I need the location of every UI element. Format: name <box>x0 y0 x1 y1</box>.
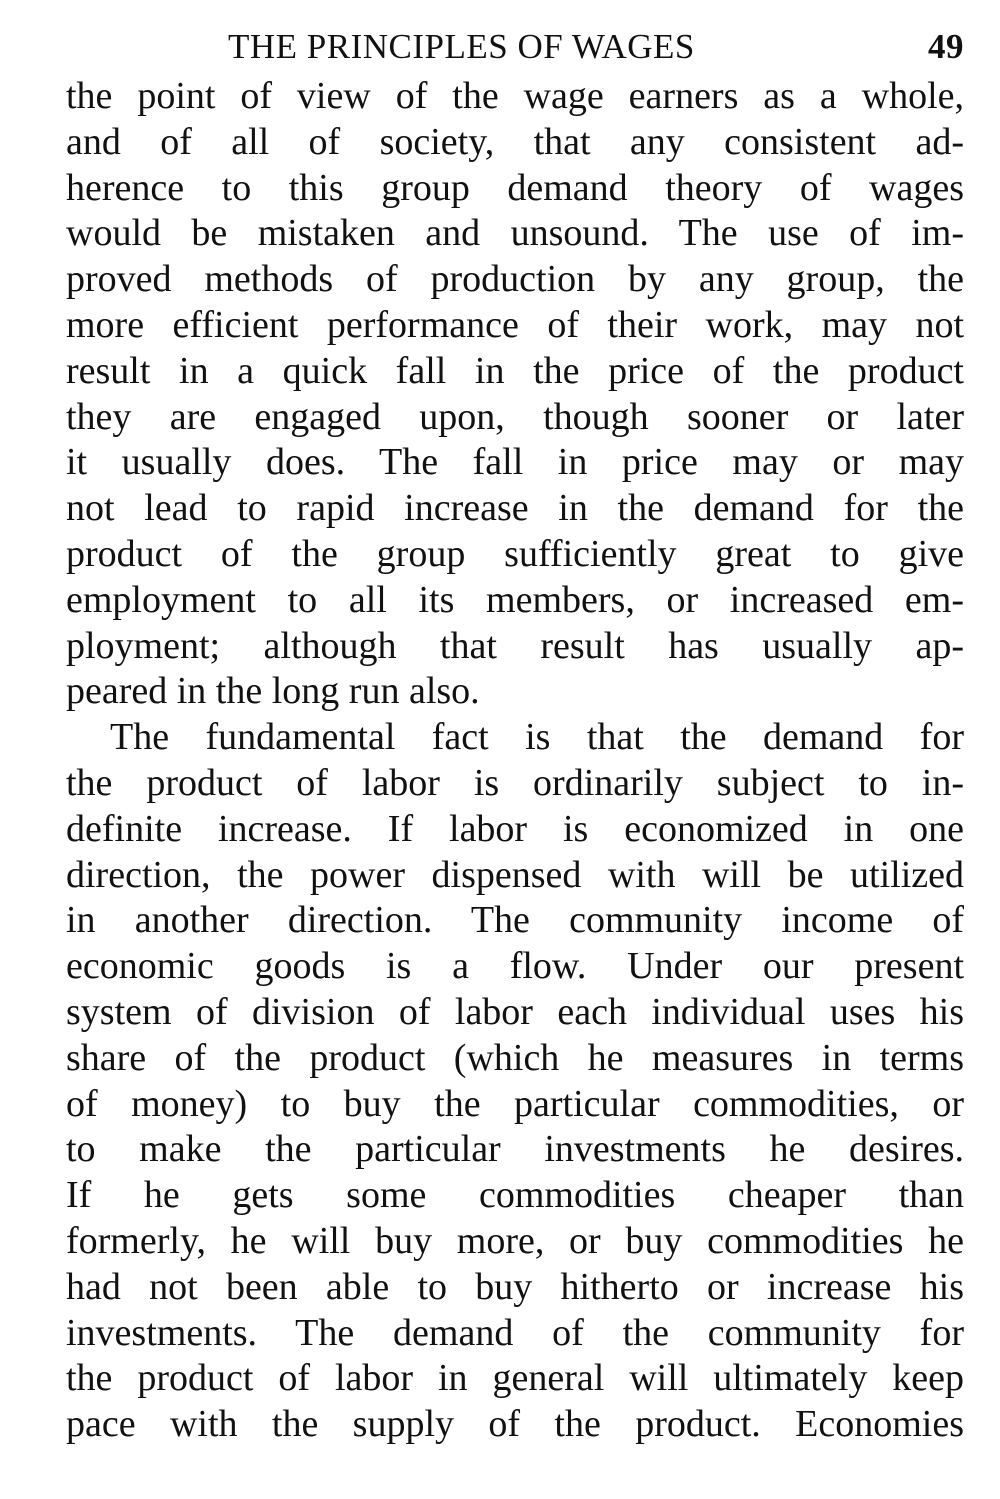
text-line: pace with the supply of the product. Economies <box>66 1403 964 1446</box>
text-line: in another direction. The community income of <box>66 899 964 942</box>
running-title: THE PRINCIPLES OF WAGES <box>228 27 695 66</box>
text-line: the point of view of the wage earners as a whole, <box>66 75 964 117</box>
running-head <box>66 20 964 74</box>
text-line: and of all of society, that any consistent ad- <box>66 120 964 163</box>
text-line: employment to all its members, or increased em- <box>66 578 964 621</box>
text-line: If he gets some commodities cheaper than <box>66 1174 964 1217</box>
text-line: The fundamental fact is that the demand for <box>110 716 964 759</box>
text-line: ployment; although that result has usually ap- <box>66 624 964 667</box>
text-line: of money) to buy the particular commodities, or <box>66 1082 964 1125</box>
text-line: share of the product (which he measures in terms <box>66 1036 964 1079</box>
text-line: formerly, he will buy more, or buy commodities he <box>66 1219 964 1262</box>
text-line: to make the particular investments he desires. <box>66 1128 964 1171</box>
text-line: had not been able to buy hitherto or increase his <box>66 1265 964 1308</box>
text-line: investments. The demand of the community for <box>66 1311 964 1354</box>
text-line: system of division of labor each individual uses his <box>66 990 964 1033</box>
text-line: result in a quick fall in the price of the product <box>66 349 964 392</box>
text-line: it usually does. The fall in price may or may <box>66 441 964 484</box>
text-line: herence to this group demand theory of wages <box>66 166 964 209</box>
text-line: definite increase. If labor is economized in one <box>66 807 964 850</box>
text-line: proved methods of production by any group, the <box>66 258 964 301</box>
paragraph-2 <box>66 715 964 1448</box>
page-number: 49 <box>928 27 964 66</box>
text-line: the product of labor in general will ultimately keep <box>66 1357 964 1400</box>
text-line: economic goods is a flow. Under our present <box>66 945 964 988</box>
text-line: product of the group sufficiently great to give <box>66 532 964 575</box>
text-line: more efficient performance of their work, may not <box>66 303 964 346</box>
paragraph-1 <box>66 74 964 715</box>
text-line: not lead to rapid increase in the demand for the <box>66 487 964 530</box>
book-page <box>66 20 964 1448</box>
text-line: would be mistaken and unsound. The use of im- <box>66 212 964 255</box>
text-line: peared in the long run also. <box>66 670 480 713</box>
text-line: direction, the power dispensed with will be utilized <box>66 853 964 896</box>
text-line: they are engaged upon, though sooner or later <box>66 395 964 438</box>
text-line: the product of labor is ordinarily subject to in- <box>66 761 964 804</box>
